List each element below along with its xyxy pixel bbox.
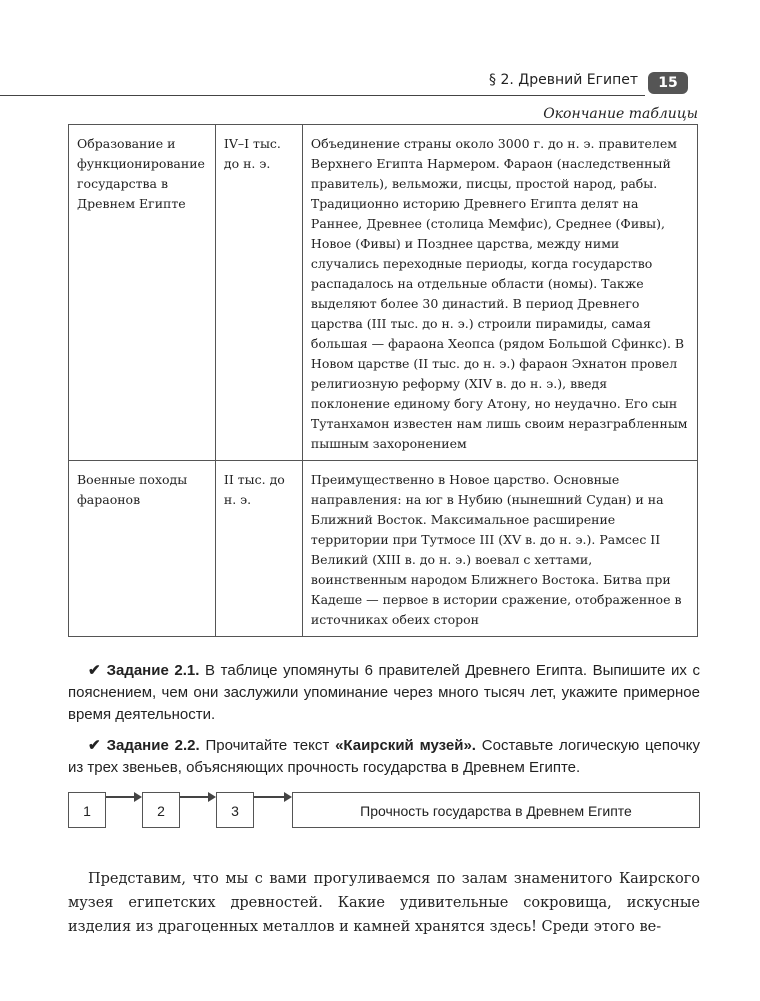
table-row	[69, 461, 698, 637]
page-number-badge: 15	[648, 72, 688, 94]
task-2-2	[68, 735, 700, 779]
period-cell: IV–I тыс. до н. э.	[215, 125, 302, 461]
arrow-right-icon	[254, 796, 290, 798]
table-row	[69, 125, 698, 461]
description-cell: Преимущественно в Новое царство. Основные направления: на юг в Нубию (нынешний Судан) и на Ближний Восток. Максимальное расширение территории при Тутмосе III (XV в. до н. э.). Рамсес II Великий (XIII в. до н. э.) воевал с хеттами, воинственным народом Ближнего Востока. Битва при Кадеше — первое в истории сражение, отображенное в источниках обеих сторон	[302, 461, 697, 637]
period-cell: II тыс. до н. э.	[215, 461, 302, 637]
checkmark-icon: ✔	[88, 662, 101, 679]
text-reference: «Каирский музей».	[335, 737, 476, 754]
description-cell: Объединение страны около 3000 г. до н. э. правителем Верхнего Египта Нармером. Фараон (наследственный правитель), вельможи, писцы, простой народ, рабы. Традиционно историю Древнего Египта делят на Раннее, Древнее (столица Мемфис), Среднее (Фивы), Новое (Фивы) и Позднее царства, между ними случались переходные периоды, когда государство распадалось на отдельные области (номы). Также выделяют более 30 династий. В период Древнего царства (III тыс. до н. э.) строили пирамиды, самая большая — фараона Хеопса (рядом Большой Сфинкс). В Новом царстве (II тыс. до н. э.) фараон Эхнатон провел религиозную реформу (XIV в. до н. э.), введя поклонение единому богу Атону, но неудачно. Его сын Тутанхамон известен нам лишь своим неразграбленным пышным захоронением	[302, 125, 697, 461]
arrow-right-icon	[180, 796, 214, 798]
task-text: Прочитайте текст	[199, 737, 336, 754]
header-rule	[0, 95, 645, 96]
topic-cell: Военные походы фараонов	[69, 461, 216, 637]
task-label: Задание 2.2.	[106, 737, 200, 754]
table-caption: Окончание таблицы	[543, 106, 698, 122]
history-table	[68, 124, 698, 637]
chain-box-2: 2	[142, 792, 180, 828]
body-paragraph: Представим, что мы с вами прогуливаемся по залам знаменитого Каирского музея египетских древностей. Какие удивительные сокровища, искусные изделия из драгоценных металлов и камней хранятся здесь! Среди этого ве-	[68, 870, 700, 935]
chain-box-1: 1	[68, 792, 106, 828]
topic-cell: Образование и функционирование государства в Древнем Египте	[69, 125, 216, 461]
running-header	[0, 70, 700, 96]
logic-chain-diagram	[68, 792, 700, 832]
task-text: В таблице упомянуты 6 правителей Древнего Египта. Выпишите их с пояснением, чем они заслужили упоминание через много тысяч лет, укажите примерное время деятельности.	[68, 662, 700, 723]
chain-box-3: 3	[216, 792, 254, 828]
task-2-1	[68, 660, 700, 726]
chain-result-box: Прочность государства в Древнем Египте	[292, 792, 700, 828]
task-label: Задание 2.1.	[106, 662, 200, 679]
arrow-right-icon	[106, 796, 140, 798]
section-title: § 2. Древний Египет	[489, 72, 638, 88]
task-text: Составьте логическую цепочку из трех звеньев, объясняющих прочность государства в Древнем Египте.	[68, 737, 701, 776]
checkmark-icon: ✔	[88, 737, 101, 754]
